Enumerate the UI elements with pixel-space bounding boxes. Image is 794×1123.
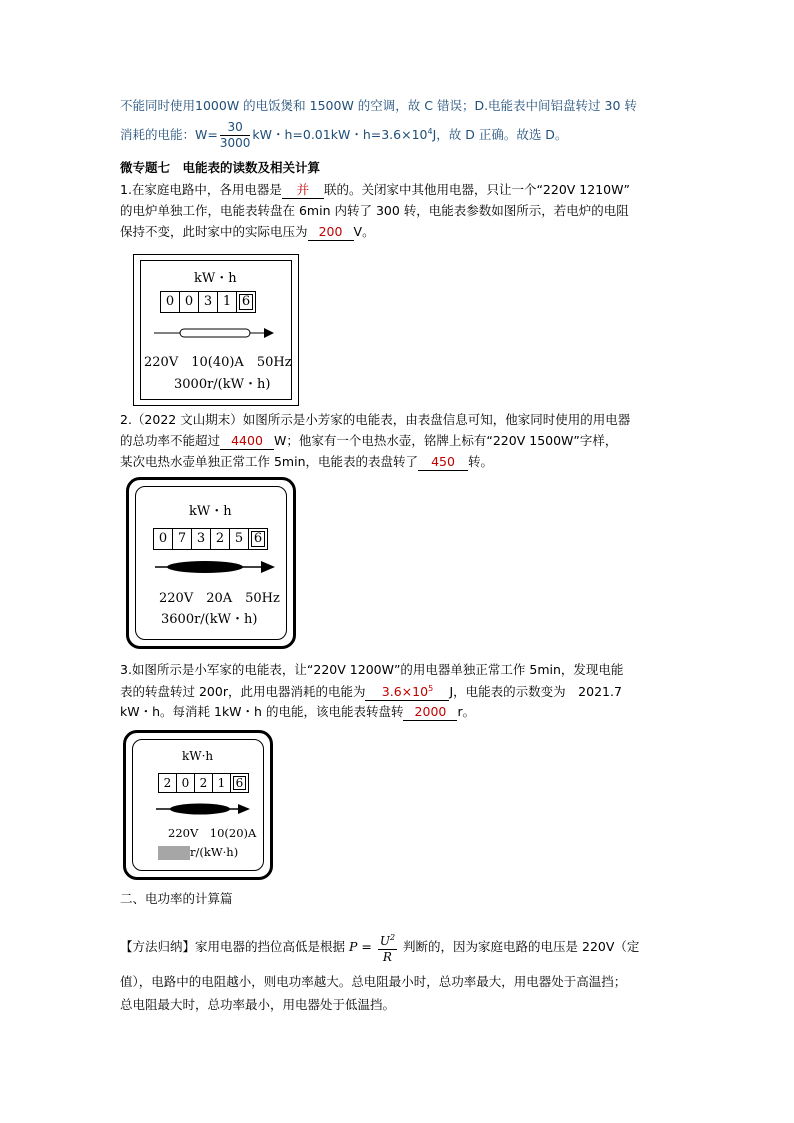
fraction-denominator: 3000: [219, 136, 251, 150]
text: 某次电热水壶单独正常工作 5min，电能表的表盘转了: [120, 454, 418, 469]
text: 消耗的电能：W=: [120, 127, 218, 142]
text: 1500W: [309, 98, 354, 113]
fraction-denominator: R: [382, 950, 392, 964]
meter-spec: 220V 10(40)A 50Hz: [144, 355, 292, 370]
text: V。: [353, 224, 375, 239]
energy-meter-3: [123, 730, 273, 880]
meter-digit: 0: [154, 529, 173, 549]
meter-rate: r/(kW·h): [190, 845, 239, 859]
meter-unit: kW·h: [182, 749, 214, 763]
answer-blank: 并: [282, 182, 324, 199]
text: 3.6×10: [381, 684, 429, 700]
meter-digit: 5: [230, 529, 249, 549]
meter-digit: 0: [180, 292, 199, 312]
rotating-disk-icon: [154, 325, 274, 341]
text: U: [379, 934, 390, 948]
meter-digit: 3: [199, 292, 218, 312]
meter-rate: 3600r/(kW・h): [161, 612, 258, 627]
section-title: 微专题七 电能表的读数及相关计算: [120, 160, 321, 175]
method-line-3: 总电阻最大时，总功率最小，用电器处于低温挡。: [120, 997, 396, 1012]
text: 的总功率不能超过: [120, 433, 221, 448]
text: 1000W: [195, 98, 240, 113]
meter-digit: 2: [211, 529, 230, 549]
text: 保持不变，此时家中的实际电压为: [120, 224, 308, 239]
exponent: 4: [427, 126, 433, 136]
meter-digit: 6: [233, 776, 246, 790]
answer-blank: 200: [308, 224, 354, 241]
text: 【方法归纳】家用电器的挡位高低是根据: [120, 939, 349, 954]
q3-line-2: [120, 681, 622, 702]
meter-unit: kW・h: [189, 504, 232, 519]
meter-digit: 0: [161, 292, 180, 312]
fraction-numerator: [378, 930, 397, 950]
q2-line-2: [120, 431, 617, 451]
meter-digit: 3: [192, 529, 211, 549]
meter-spec: 220V 10(20)A: [168, 826, 257, 840]
meter-rate-row: [158, 845, 238, 860]
q3-line-1: 3.如图所示是小军家的电能表，让“220V 1200W”的用电器单独正常工作 5min，发现电能: [120, 662, 624, 677]
text: 不能同时使用: [120, 98, 196, 113]
method-line-1: [120, 930, 639, 965]
text: kW・h。每消耗 1kW・h 的电能，该电能表转盘转: [120, 704, 404, 719]
text: 表的转盘转过 200r，此用电器消耗的电能为: [120, 684, 366, 700]
meter-unit: kW・h: [194, 271, 237, 286]
meter-digits: [160, 291, 256, 313]
meter-digit: 6: [239, 294, 253, 310]
exponent: 5: [428, 684, 434, 693]
text: kW・h=0.01kW・h=3.6×10: [252, 127, 428, 142]
answer-blank: [365, 681, 449, 701]
text: r。: [457, 704, 476, 719]
q1-line-3: [120, 222, 375, 242]
q2-line-1: 2.（2022 文山期末）如图所示是小芳家的电能表，由表盘信息可知，他家同时使用的用电器: [120, 412, 631, 427]
rotating-disk-icon: [156, 801, 252, 817]
meter-rate: 3000r/(kW・h): [174, 377, 271, 392]
energy-meter-1: [133, 254, 299, 406]
part-title: 二、电功率的计算篇: [120, 891, 233, 906]
method-line-2: 值），电路中的电阻越小，则电功率越大。总电阻最小时，总功率最大，用电器处于高温挡；: [120, 974, 627, 989]
text: 联的。关闭家中其他用电器，只让一个“220V 1210W”: [323, 182, 630, 197]
meter-digit: 7: [173, 529, 192, 549]
formula-fraction: [378, 930, 397, 965]
fraction-numerator: 30: [220, 120, 251, 136]
meter-digit: 1: [213, 774, 231, 792]
answer-blank: 2000: [403, 704, 457, 721]
redacted-value: [158, 846, 190, 860]
meter-spec: 220V 20A 50Hz: [159, 591, 280, 606]
answer-blank: 450: [418, 454, 468, 471]
rotating-disk-icon: [155, 558, 275, 576]
text: 的空调，故 C 错误；D.电能表中间铝盘转过 30 转: [353, 98, 637, 113]
answer-blank: 4400: [220, 433, 274, 450]
text: 判断的，因为家庭电路的电压是 220V（定: [399, 939, 640, 954]
meter-digit: 6: [251, 531, 265, 547]
formula-symbol: P: [348, 939, 358, 954]
fraction: [220, 120, 251, 151]
text: J，故 D 正确。故选 D。: [432, 127, 568, 142]
q3-line-3: [120, 702, 475, 722]
meter-digit: 2: [159, 774, 177, 792]
intro-line-2: [120, 120, 567, 151]
text: 的电饭煲和: [239, 98, 310, 113]
text: =: [357, 939, 376, 954]
q1-line-2: 的电炉单独工作，电能表转盘在 6min 内转了 300 转，电能表参数如图所示，若电炉的电阻: [120, 203, 629, 218]
meter-digit: 2: [195, 774, 213, 792]
text: W；他家有一个电热水壶，铭牌上标有“220V 1500W”字样，: [274, 433, 618, 448]
exponent: 2: [389, 933, 396, 942]
text: 1.在家庭电路中，各用电器是: [120, 182, 282, 197]
q1-line-1: [120, 180, 630, 200]
energy-meter-2: [126, 477, 296, 649]
q2-line-3: [120, 452, 493, 472]
meter-digits: [153, 528, 268, 550]
intro-line-1: [120, 96, 637, 116]
text: 转。: [468, 454, 494, 469]
meter-digits: [158, 773, 249, 793]
meter-digit: 1: [218, 292, 237, 312]
meter-digit: 0: [177, 774, 195, 792]
text: J，电能表的示数变为 2021.7: [449, 684, 622, 700]
